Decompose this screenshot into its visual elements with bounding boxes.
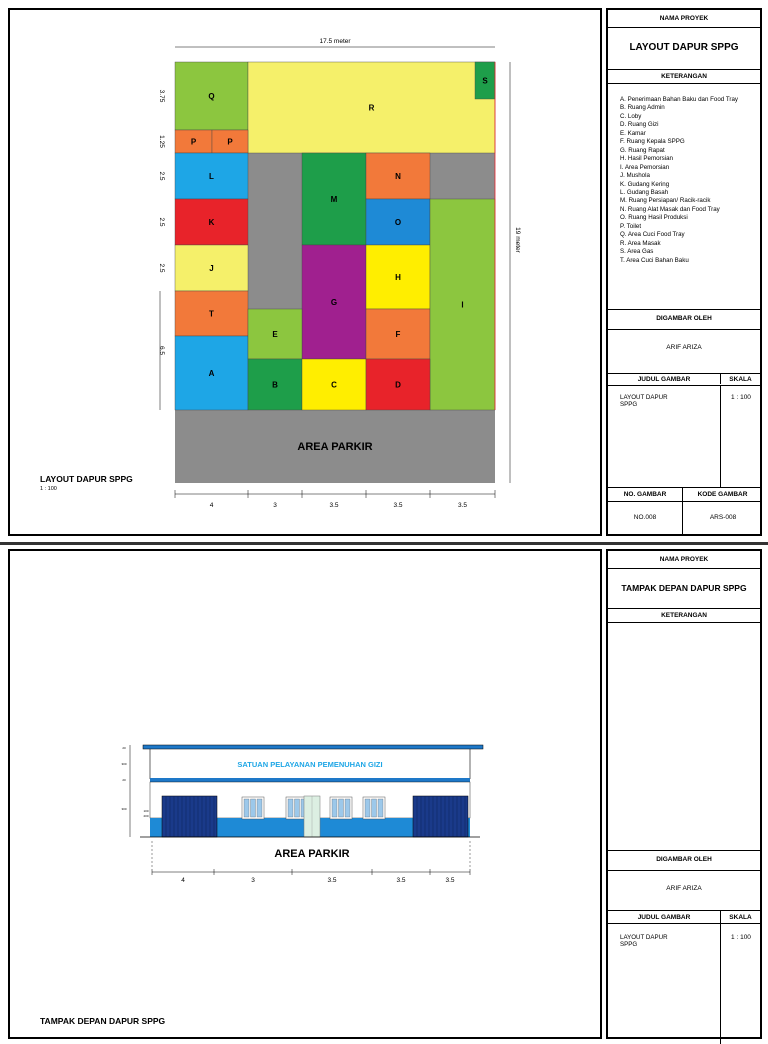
keterangan-label: KETERANGAN [661, 612, 707, 619]
skala-label: SKALA [720, 374, 760, 384]
left-dimension: 6.5 [158, 345, 165, 356]
room-label: I [461, 300, 464, 310]
drafter-name: ARIF ARIZA [666, 885, 702, 892]
legend-item: M. Ruang Persiapan/ Racik-racik [620, 197, 711, 205]
bottom-dimension: 3 [273, 502, 277, 509]
room-label: R [368, 103, 375, 113]
left-dimension: 1.25 [158, 135, 165, 148]
judul-gambar-label: JUDUL GAMBAR [637, 914, 691, 921]
project-name: TAMPAK DEPAN DAPUR SPPG [621, 583, 747, 593]
elevation-left-dimension: 100 [143, 809, 149, 813]
room-label: T [209, 309, 214, 319]
legend-item: O. Ruang Hasil Produksi [620, 214, 688, 222]
elevation-left-dimension: 200 [143, 814, 149, 818]
rolling-door-left [162, 796, 217, 837]
legend-item: A. Penerimaan Bahan Baku dan Food Tray [620, 96, 738, 103]
digambar-oleh-label: DIGAMBAR OLEH [656, 856, 712, 863]
legend-item: C. Loby [620, 112, 642, 120]
room-label: G [330, 298, 338, 307]
title-block-2 [606, 549, 762, 1039]
legend-item: N. Ruang Alat Masak dan Food Tray [620, 205, 720, 213]
room-label: O [394, 218, 402, 227]
room-label: A [208, 369, 215, 378]
elevation-left-dimension: 300 [121, 807, 127, 811]
nama-proyek-label: NAMA PROYEK [659, 556, 709, 563]
room-label: J [209, 264, 214, 273]
left-dimension: 2.5 [158, 171, 165, 181]
elevation-bottom-dimension: 3.5 [445, 877, 455, 884]
room-label: P [190, 137, 197, 147]
legend-item: E. Kamar [620, 129, 646, 137]
building-sign: SATUAN PELAYANAN PEMENUHAN GIZI [237, 760, 383, 769]
keterangan-label: KETERANGAN [661, 73, 707, 80]
bottom-dimension: 4 [209, 502, 214, 509]
skala-label: SKALA [720, 911, 760, 924]
nama-proyek-label: NAMA PROYEK [659, 15, 709, 22]
roof-fascia [143, 745, 483, 749]
legend-item: J. Mushola [620, 172, 650, 180]
project-name: LAYOUT DAPUR SPPG [629, 42, 739, 53]
drawing-title-value: LAYOUT DAPUR SPPG [620, 934, 668, 948]
scale-value: 1 : 100 [731, 934, 751, 941]
legend-item: L. Gudang Basah [620, 188, 669, 196]
parking-label: AREA PARKIR [297, 441, 373, 453]
room-label: M [330, 195, 338, 204]
kode-gambar-label: KODE GAMBAR [682, 488, 762, 502]
drawing-title-value: LAYOUT DAPUR SPPG [620, 394, 668, 408]
drawing-number: NO.008 [633, 514, 657, 521]
room-label: H [395, 273, 401, 282]
room-label: P [227, 137, 233, 147]
elevation-bottom-dimension: 3 [251, 877, 255, 884]
digambar-oleh-label: DIGAMBAR OLEH [656, 315, 712, 322]
legend-item: P. Toilet [620, 222, 642, 230]
elevation-parking-label: AREA PARKIR [274, 848, 350, 860]
scale-value: 1 : 100 [731, 394, 751, 401]
drawing-scale: 1 : 100 [40, 486, 57, 492]
legend-item: T. Area Cuci Bahan Baku [620, 256, 689, 264]
room-label: S [482, 76, 488, 86]
elevation-bottom-dimension: 4 [181, 877, 185, 884]
room-label: L [209, 172, 214, 181]
room-label: F [395, 330, 401, 339]
legend-item: Q. Area Cuci Food Tray [620, 231, 685, 239]
elevation-bottom-dimension: 3.5 [396, 877, 406, 884]
room-label: K [208, 218, 215, 227]
legend-item: B. Ruang Admin [620, 104, 665, 112]
legend-item: H. Hasil Pemorsian [620, 155, 673, 163]
bottom-dimension: 3.5 [457, 502, 468, 509]
legend-item: D. Ruang Gizi [620, 121, 659, 129]
bottom-dimension: 3.5 [329, 502, 339, 509]
legend-item: F. Ruang Kepala SPPG [620, 138, 685, 146]
legend-item: S. Area Gas [620, 248, 654, 256]
room-label: C [331, 380, 337, 390]
legend-item: R. Area Masak [620, 239, 661, 247]
elevation-left-dimension: 300 [121, 762, 127, 766]
drafter-name: ARIF ARIZA [666, 344, 702, 351]
judul-gambar-label: JUDUL GAMBAR [637, 376, 691, 383]
no-gambar-label: NO. GAMBAR [623, 491, 667, 498]
room-label: D [395, 380, 401, 390]
legend-item: I. Area Pemorsian [620, 163, 670, 171]
left-dimension: 3.75 [158, 89, 165, 103]
right-dimension: 19 meter [514, 227, 521, 253]
elevation-bottom-dimension: 3.5 [327, 877, 337, 884]
top-dimension: 17.5 meter [319, 38, 351, 45]
elevation-drawing-title: TAMPAK DEPAN DAPUR SPPG [40, 1016, 166, 1026]
sign-band [150, 778, 470, 782]
room-label: Q [208, 92, 215, 101]
legend-item: K. Gudang Kering [620, 180, 670, 188]
legend-item: G. Ruang Rapat [620, 146, 665, 154]
rolling-door-right [413, 796, 468, 837]
drawing-code: ARS-008 [709, 514, 737, 521]
left-dimension: 2.5 [158, 263, 165, 273]
elevation-left-dimension: 20 [122, 778, 126, 782]
drawing-title: LAYOUT DAPUR SPPG [40, 474, 133, 484]
left-dimension: 2.5 [158, 217, 165, 227]
room-label: N [395, 172, 401, 181]
room-label: B [272, 380, 278, 390]
elevation-left-dimension: 20 [122, 746, 126, 750]
bottom-dimension: 3.5 [393, 502, 403, 509]
room-label: E [272, 330, 278, 339]
